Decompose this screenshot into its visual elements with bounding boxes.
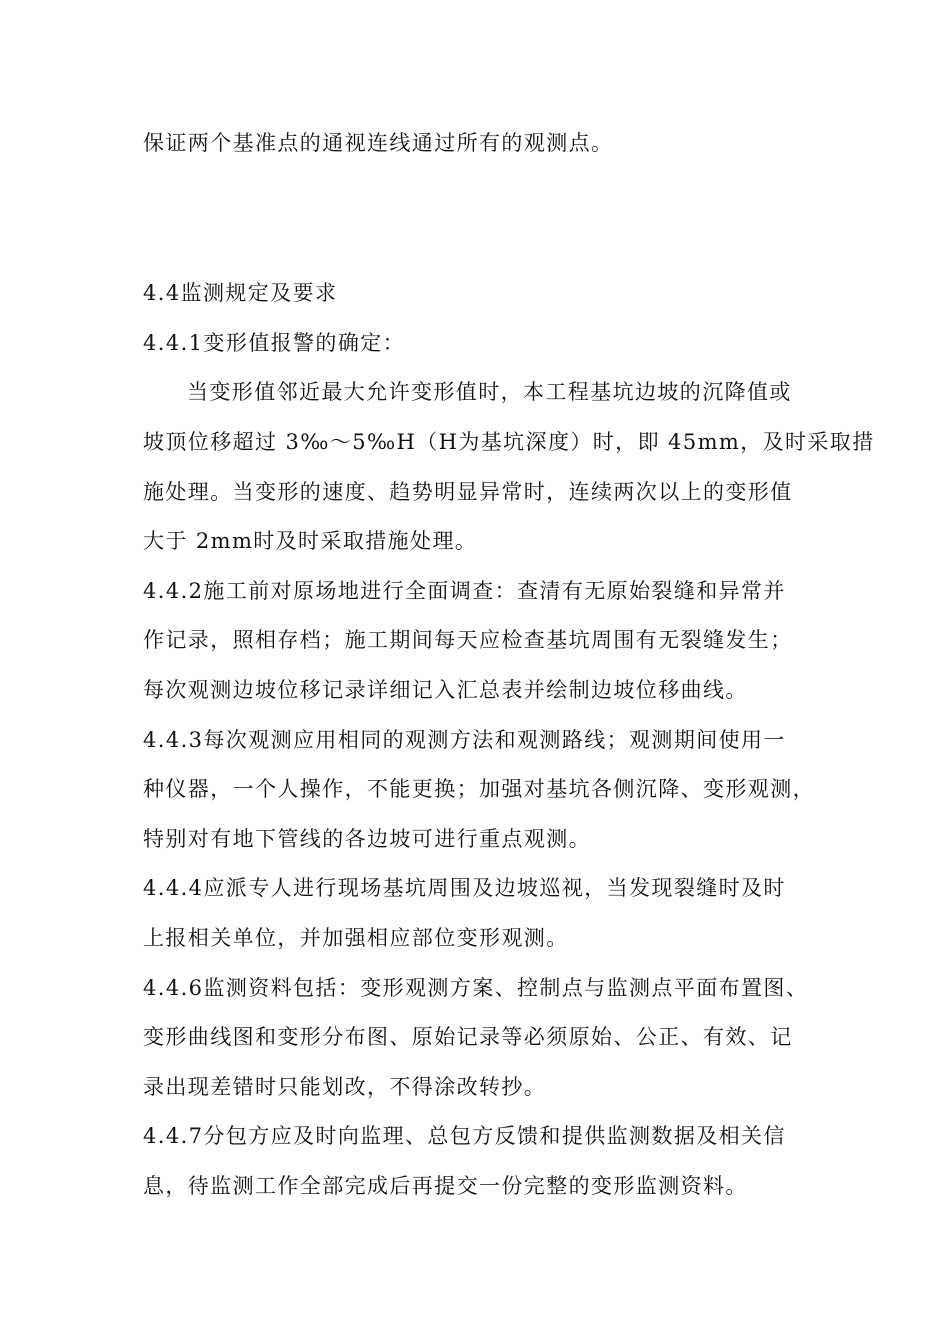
- paragraph-line: 种仪器，一个人操作，不能更换；加强对基坑各侧沉降、变形观测，: [143, 777, 815, 801]
- item-4-4-4: 4.4.4应派专人进行现场基坑周围及边坡巡视，当发现裂缝时及时: [143, 876, 786, 900]
- paragraph-line: 录出现差错时只能划改，不得涂改转抄。: [143, 1075, 547, 1099]
- paragraph-line: 变形曲线图和变形分布图、原始记录等必须原始、公正、有效、记: [143, 1025, 793, 1049]
- paragraph-line: 息，待监测工作全部完成后再提交一份完整的变形监测资料。: [143, 1174, 748, 1198]
- item-4-4-6: 4.4.6监测资料包括：变形观测方案、控制点与监测点平面布置图、: [143, 976, 809, 1000]
- paragraph-line: 特别对有地下管线的各边坡可进行重点观测。: [143, 827, 591, 851]
- paragraph-line: 作记录，照相存档；施工期间每天应检查基坑周围有无裂缝发生；: [143, 628, 793, 652]
- item-4-4-1-title: 4.4.1变形值报警的确定：: [143, 331, 406, 355]
- paragraph-line: 大于 2mm时及时采取措施处理。: [143, 529, 478, 553]
- section-heading: 4.4监测规定及要求: [143, 281, 338, 305]
- continuation-text: 保证两个基准点的通视连线通过所有的观测点。: [143, 131, 614, 155]
- paragraph-line: 施处理。当变形的速度、趋势明显异常时，连续两次以上的变形值: [143, 480, 793, 504]
- paragraph-line: 上报相关单位，并加强相应部位变形观测。: [143, 926, 569, 950]
- paragraph-line: 坡顶位移超过 3‰～5‰H（H为基坑深度）时，即 45mm，及时采取措: [143, 430, 875, 454]
- item-4-4-7: 4.4.7分包方应及时向监理、总包方反馈和提供监测数据及相关信: [143, 1124, 786, 1148]
- paragraph-line: 每次观测边坡位移记录详细记入汇总表并绘制边坡位移曲线。: [143, 678, 748, 702]
- item-4-4-3: 4.4.3每次观测应用相同的观测方法和观测路线；观测期间使用一: [143, 728, 786, 752]
- paragraph-line: 当变形值邻近最大允许变形值时，本工程基坑边坡的沉降值或: [187, 380, 792, 404]
- item-4-4-2: 4.4.2施工前对原场地进行全面调查：查清有无原始裂缝和异常并: [143, 579, 786, 603]
